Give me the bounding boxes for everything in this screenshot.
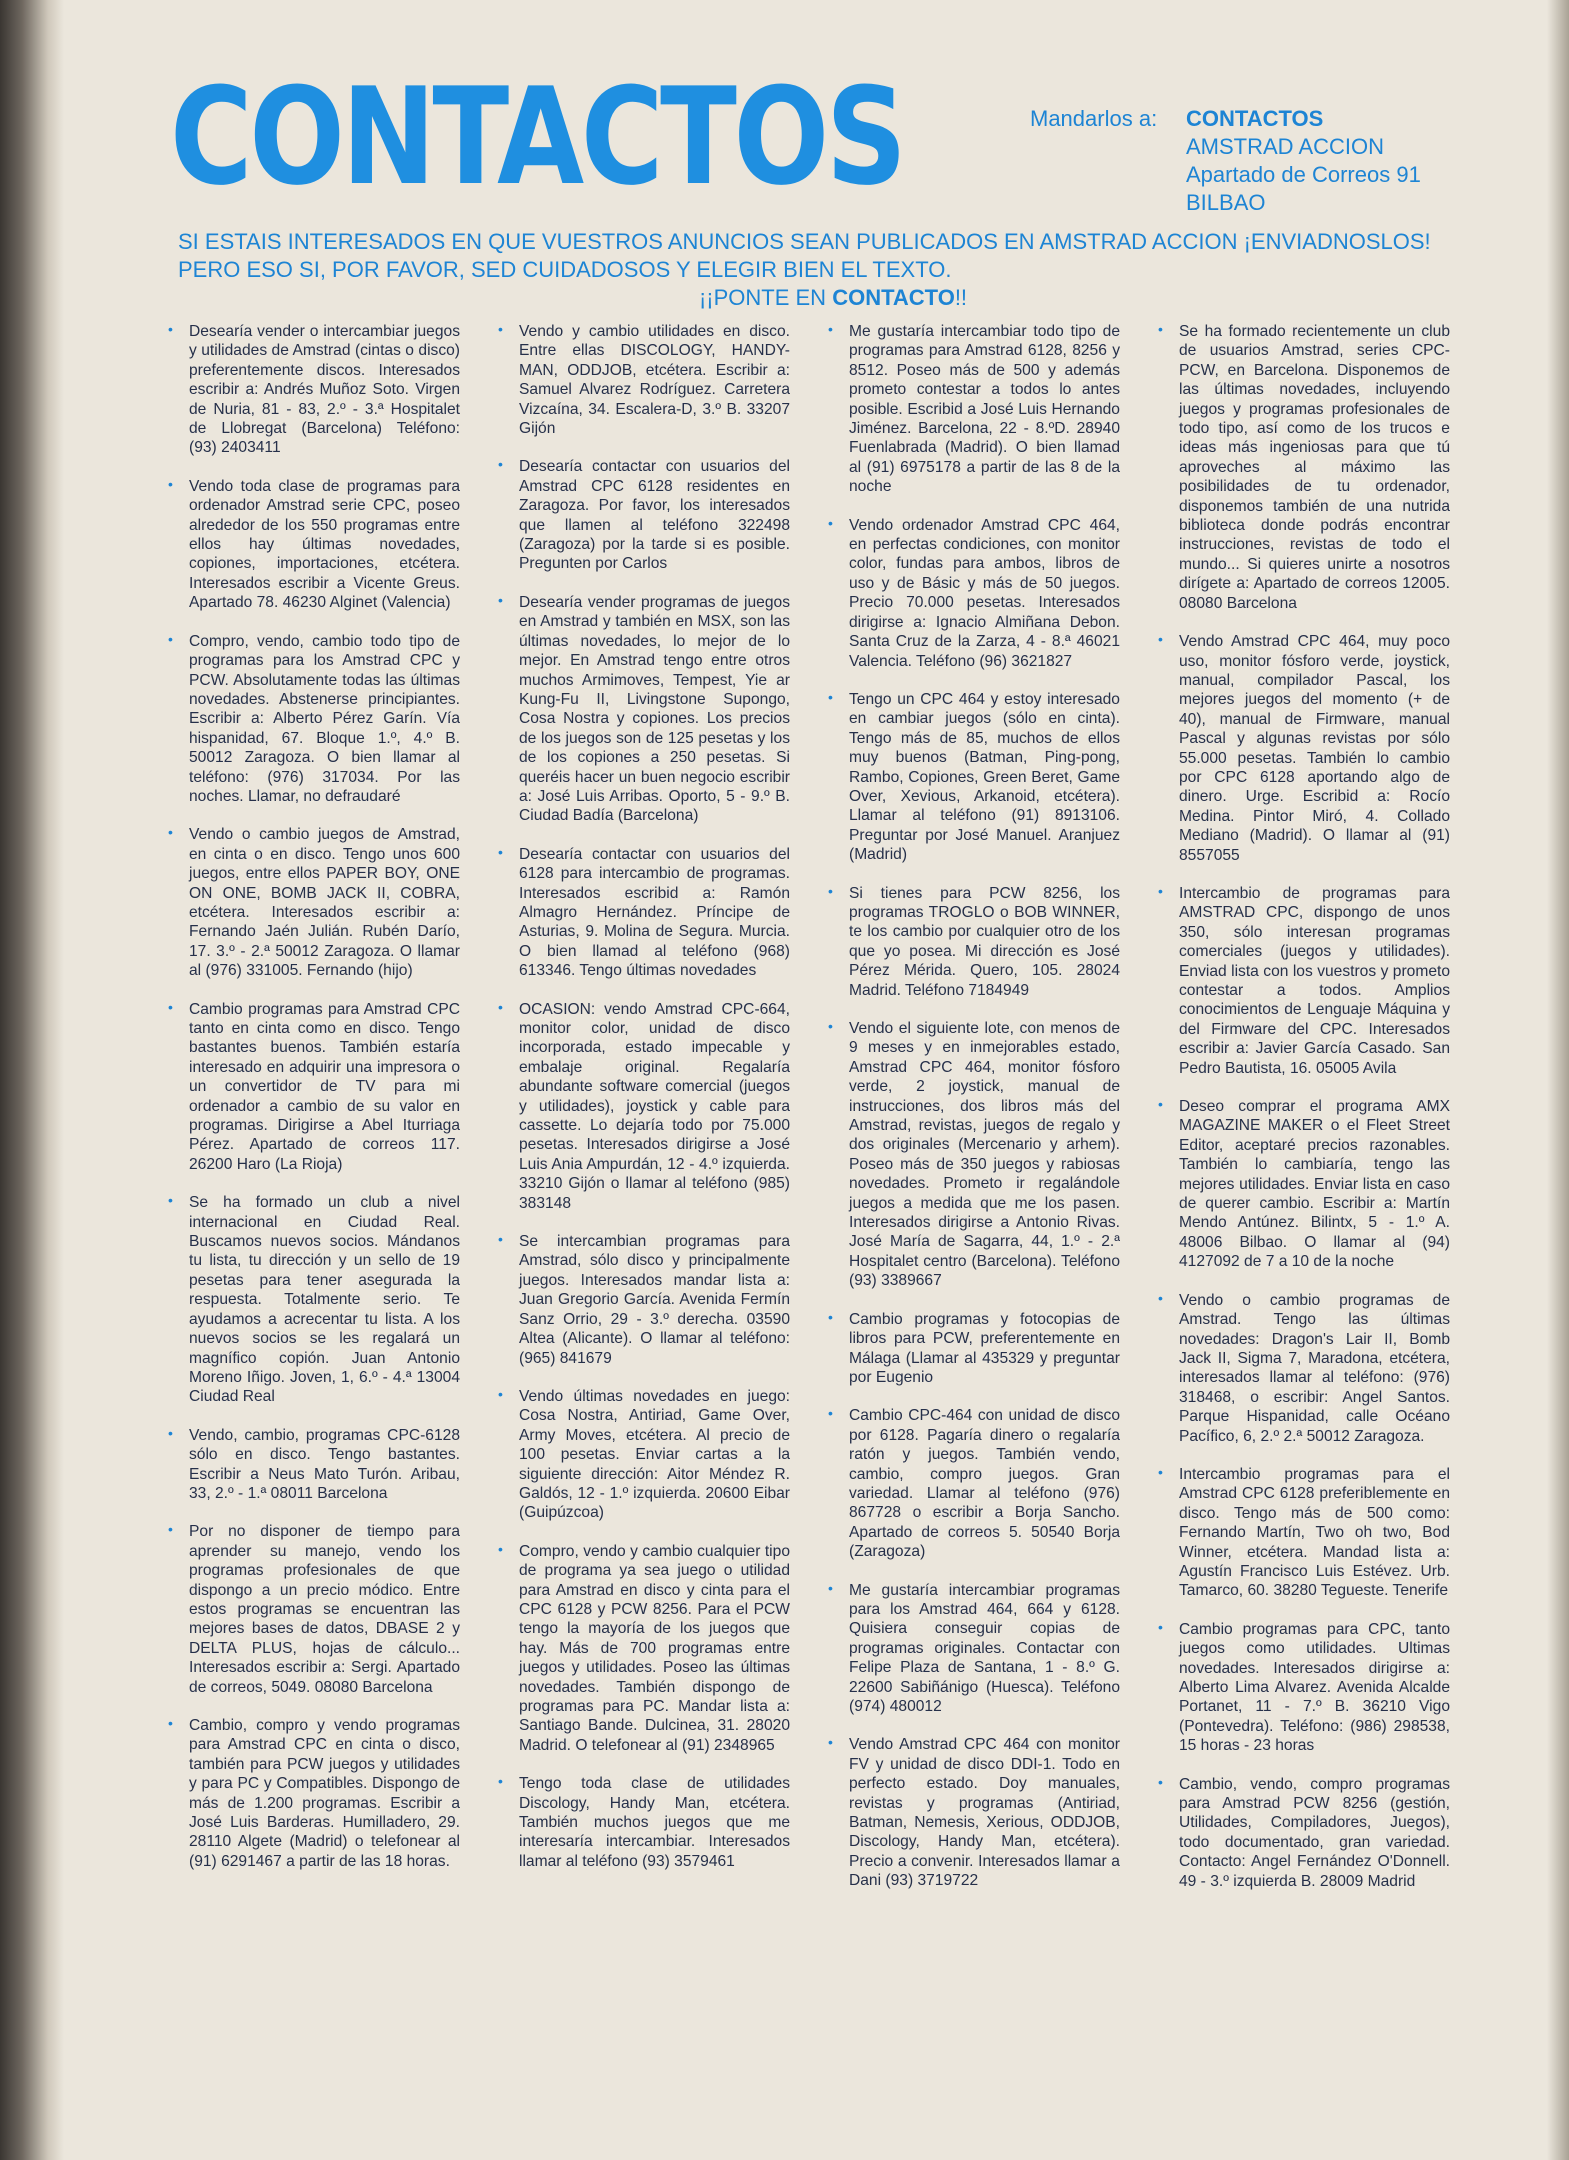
ad-text: Deseo comprar el programa AMX MAGAZINE MAKER o el Fleet Street Editor, aceptaré precios razonables. También lo cambiaría, tengo las mejores utilidades. Enviar lista en caso de querer cambio. Escribir a: Martín Mendo Antúnez. Bilintx, 5 - 1.º A. 48006 Bilbao. O llamar al (94) 4127092 de 7 a 10 de la noche [1179,1098,1450,1271]
bullet-icon: • [498,1540,503,1557]
address-line: AMSTRAD ACCION [1186,134,1385,159]
bullet-icon: • [498,456,503,473]
column-3 [820,322,1120,2140]
ad-text: Vendo ordenador Amstrad CPC 464, en perfectas condiciones, con monitor color, fundas para ambos, libros de uso y de Básic y más de 50 juegos. Precio 70.000 pesetas. Interesados dirigirse a: Ignacio Almiñana Debon. Santa Cruz de la Zarza, 4 - 8.ª 46021 Valencia. Teléfono (96) 3621827 [849,516,1120,670]
bullet-icon: • [828,514,833,531]
bullet-icon: • [168,1192,173,1209]
classified-ad [160,1193,460,1406]
ad-text: Me gustaría intercambiar todo tipo de programas para Amstrad 6128, 8256 y 8512. Poseo más de 500 y además prometo contestar a todos lo antes posible. Escribid a José Luis Hernando Jiménez. Barcelona, 22 - 8.ºD. 28940 Fuenlabrada (Madrid). O bien llamad al (91) 6975178 a partir de las 8 de la noche [849,323,1120,496]
ad-text: Intercambio de programas para AMSTRAD CPC, dispongo de unos 350, sólo interesan programas comerciales (juegos y utilidades). Enviad lista con los vuestros y prometo contestar a todos. Amplios conocimientos de Lenguaje Máquina y del Firmware del CPC. Interesados escribir a: Javier García Casado. San Pedro Bautista, 16. 05005 Avila [1179,884,1450,1077]
classified-ad [1150,1620,1450,1756]
classified-ad [160,322,460,458]
ad-text: Cambio programas para Amstrad CPC tanto en cinta como en disco. Tengo bastantes buenos. También estaría interesado en adquirir una impresora o un convertidor de TV para mi ordenador a cambio de su valor en programas. Dirigirse a Abel Iturriaga Pérez. Apartado de correos 117. 26200 Haro (La Rioja) [189,1000,460,1173]
intro-call-keyword: CONTACTO [832,285,955,310]
ad-text: Desearía contactar con usuarios del Amstrad CPC 6128 residentes en Zaragoza. Por favor, los interesados que llamen al teléfono 322498 (Zaragoza) por la tarde si es posible. Pregunten por Carlos [519,458,790,573]
bullet-icon: • [498,1385,503,1402]
bullet-icon: • [828,688,833,705]
ad-text: Vendo Amstrad CPC 464 con monitor FV y unidad de disco DDI-1. Todo en perfecto estado. Doy manuales, revistas y programas (Antiriad, Batman, Nemesis, Xerious, ODDJOB, Discology, Handy Man, etcétera). Precio a convenir. Interesados llamar a Dani (93) 3719722 [849,1736,1120,1890]
bullet-icon: • [498,1231,503,1248]
ad-text: Vendo y cambio utilidades en disco. Entre ellas DISCOLOGY, HANDY-MAN, ODDJOB, etcétera. Escribir a: Samuel Alvarez Rodríguez. Carretera Vizcaína, 34. Escalera-D, 3.º B. 33207 Gijón [519,323,790,438]
address-line: CONTACTOS [1186,106,1324,131]
bullet-icon: • [168,1715,173,1731]
intro-line-3 [178,284,1488,312]
classified-ad [1150,1097,1450,1272]
classified-ad [820,1581,1120,1717]
ad-text: Vendo o cambio programas de Amstrad. Tengo las últimas novedades: Dragon's Lair II, Bomb Jack II, Sigma 7, Maradona, etcétera, interesados llamar al teléfono: (976) 318468, o escribir: Angel Santos. Parque Hispanidad, calle Océano Pacífico, 6, 2.º 2.ª 50012 Zaragoza. [1179,1291,1450,1445]
ad-text: Vendo el siguiente lote, con menos de 9 meses y en inmejorables estado, Amstrad CPC 464, monitor fósforo verde, 2 joystick, manual de instrucciones, dos libros más del Amstrad, revistas, juegos de regalo y dos originales (Mercenario y arhem). Poseo más de 350 juegos y rabiosas novedades. Prometo ir regalándole juegos a medida que me los pasen. Interesados dirigirse a Antonio Rivas. José María de Sagarra, 44, 1.º - 2.ª Hospitalet centro (Barcelona). Teléfono (93) 3389667 [849,1020,1120,1290]
ad-text: Se ha formado recientemente un club de usuarios Amstrad, series CPC-PCW, en Barcelona. Disponemos de las últimas novedades, incluyendo juegos y programas profesionales de todo tipo, así como de los trucos e ideas más ingeniosas para que tú aproveches al máximo las posibilidades de tu ordenador, disponemos también de una nutrida biblioteca donde podrás encontrar instrucciones, revistas de todo el mundo... Si quieres unirte a nosotros dirígete a: Apartado de correos 12005. 08080 Barcelona [1179,323,1450,612]
bullet-icon: • [168,475,173,492]
bullet-icon: • [828,1734,833,1751]
ad-text: Cambio CPC-464 con unidad de disco por 6128. Pagaría dinero o regalaría ratón y juegos. También vendo, cambio, compro juegos. Gran variedad. Llamar al teléfono (976) 867728 o escribir a Borja Sancho. Apartado de correos 5. 50540 Borja (Zaragoza) [849,1407,1120,1561]
binding-shadow [0,0,64,2160]
classified-ad [490,1232,790,1368]
classified-ad [1150,1775,1450,1891]
ad-text: Desearía vender programas de juegos en Amstrad y también en MSX, son las últimas novedades, lo mejor de lo mejor. En Amstrad tengo entre otros muchos Armimoves, Tempest, Yie ar Kung-Fu II, Livingstone Supongo, Cosa Nostra y copiones. Los precios de los juegos son de 125 pesetas y los de los copiones a 250 pesetas. Si queréis hacer un buen negocio escribir a: José Luis Arribas. Oporto, 5 - 9.º B. Ciudad Badía (Barcelona) [519,593,790,825]
ad-text: Vendo toda clase de programas para ordenador Amstrad serie CPC, poseo alrededor de los 550 programas entre ellos hay últimas novedades, copiones, importaciones, etcétera. Interesados escribir a Vicente Greus. Apartado 78. 46230 Alginet (Valencia) [189,477,460,612]
ad-text: Cambio, compro y vendo programas para Amstrad CPC en cinta o disco, también para PCW juegos y utilidades y para PC y Compatibles. Dispongo de más de 1.200 programas. Escribir a José Luis Barderas. Humilladero, 29. 28110 Algete (Madrid) o telefonear al (91) 6291467 a partir de las 18 horas. [189,1717,460,1870]
column-1 [160,322,460,2140]
classified-ad [820,1406,1120,1561]
classified-ad [820,1310,1120,1388]
ad-text: Desearía vender o intercambiar juegos y utilidades de Amstrad (cintas o disco) preferentemente discos. Interesados escribir a: Andrés Muñoz Soto. Virgen de Nuria, 81 - 83, 2.º - 3.ª Hospitalet de Llobregat (Barcelona) Teléfono: (93) 2403411 [189,323,460,457]
ad-text: Compro, vendo, cambio todo tipo de programas para los Amstrad CPC y PCW. Absolutamente todas las últimas novedades. Abstenerse principiantes. Escribir a: Alberto Pérez Garín. Vía hispanidad, 67. Bloque 1.º, 4.º B. 50012 Zaragoza. O bien llamar al teléfono: (976) 317034. Por las noches. Llamar, no defraudaré [189,632,460,805]
column-2 [490,322,790,2140]
ad-text: Se intercambian programas para Amstrad, sólo disco y principalmente juegos. Interesados mandar lista a: Juan Gregorio García. Avenida Fermín Sanz Orrio, 29 - 3.º derecha. 03590 Altea (Alicante). O llamar al teléfono: (965) 841679 [519,1233,790,1367]
bullet-icon: • [168,1424,173,1441]
bullet-icon: • [1158,882,1163,899]
bullet-icon: • [828,1018,833,1034]
ad-text: Vendo, cambio, programas CPC-6128 sólo en disco. Tengo bastantes. Escribir a Neus Mato Turón. Aribau, 33, 2.º - 1.ª 08011 Barcelona [189,1426,460,1502]
ad-text: Por no disponer de tiempo para aprender su manejo, vendo los programas profesionales de que dispongo a un precio módico. Entre estos programas se encuentran las mejores bases de datos, DBASE 2 y DELTA PLUS, hojas de cálculo... Interesados escribir a: Sergi. Apartado de correos, 5049. 08080 Barcelona [189,1523,460,1696]
ad-text: Tengo toda clase de utilidades Discology, Handy Man, etcétera. También muchos juegos que me interesaría intercambiar. Interesados llamar al teléfono (93) 3579461 [519,1775,790,1870]
ad-text: Cambio programas y fotocopias de libros para PCW, preferentemente en Málaga (Llamar al 435329 y preguntar por Eugenio [849,1310,1120,1386]
bullet-icon: • [168,630,173,647]
intro-line-1: SI ESTAIS INTERESADOS EN QUE VUESTROS ANUNCIOS SEAN PUBLICADOS EN AMSTRAD ACCION ¡ENVIADNOSLOS! [178,229,1431,254]
classified-ad [490,1774,790,1871]
classified-ad [820,322,1120,497]
ad-text: Tengo un CPC 464 y estoy interesado en cambiar juegos (sólo en cinta). Tengo más de 85, muchos de ellos muy buenos (Batman, Ping-pong, Rambo, Copiones, Green Beret, Game Over, Xevious, Arkanoid, etcétera). Llamar al teléfono (91) 8913106. Preguntar por José Manuel. Aranjuez (Madrid) [849,690,1120,864]
bullet-icon: • [168,1521,173,1538]
intro-text [178,228,1488,312]
classified-ad [160,477,460,613]
classified-ad [490,457,790,573]
ad-text: OCASION: vendo Amstrad CPC-664, monitor color, unidad de disco incorporada, estado impecable y embalaje original. Regalaría abundante software comercial (juegos y utilidades), joystick y cable para cassette. Lo dejaría todo por 75.000 pesetas. Interesados dirigirse a José Luis Ania Ampurdán, 12 - 4.º izquierda. 33210 Gijón o llamar al teléfono (985) 383148 [519,1000,790,1212]
bullet-icon: • [828,1308,833,1325]
ad-text: Desearía contactar con usuarios del 6128 para intercambio de programas. Interesados escribid a: Ramón Almagro Hernández. Príncipe de Asturias, 9. Molina de Segura. Murcia. O bien llamad al teléfono (968) 613346. Tengo últimas novedades [519,845,790,980]
ad-text: Vendo Amstrad CPC 464, muy poco uso, monitor fósforo verde, joystick, manual, compilador Pascal, los mejores juegos del momento (+ de 40), manual de Firmware, manual Pascal y algunas revistas por sólo 55.000 pesetas. También lo cambio por CPC 6128 aportando algo de dinero. Urge. Escribid a: Rocío Medina. Pintor Miró, 4. Collado Mediano (Madrid). O llamar al (91) 8557055 [1179,633,1450,864]
ad-text: Se ha formado un club a nivel internacional en Ciudad Real. Buscamos nuevos socios. Mándanos tu lista, tu dirección y un sello de 19 pesetas para tener asegurada la respuesta. Totalmente serio. Te ayudamos a acrecentar tu lista. A los nuevos socios se les regalará un magnífico copión. Juan Antonio Moreno Iñigo. Joven, 1, 6.º - 4.ª 13004 Ciudad Real [189,1194,460,1406]
classified-ad [820,1019,1120,1291]
bullet-icon: • [1158,631,1163,648]
bullet-icon: • [498,843,503,860]
classified-columns [160,322,1480,2140]
classified-ad [160,825,460,980]
ad-text: Vendo o cambio juegos de Amstrad, en cinta o en disco. Tengo unos 600 juegos, entre ellos PAPER BOY, ONE ON ONE, BOMB JACK II, COBRA, etcétera. Interesados escribir a: Fernando Jaén Julián. Rubén Darío, 17. 3.º - 2.ª 50012 Zaragoza. O llamar al (976) 331005. Fernando (hijo) [189,826,460,980]
address-line: Apartado de Correos 91 [1186,162,1421,187]
bullet-icon: • [168,322,173,337]
address-line: BILBAO [1186,190,1266,215]
bullet-icon: • [1158,1773,1163,1790]
classified-ad [1150,1465,1450,1601]
page-title: CONTACTOS [170,59,904,215]
bullet-icon: • [168,824,173,841]
bullet-icon: • [498,322,503,337]
bullet-icon: • [1158,1096,1163,1113]
classified-ad [490,1542,790,1755]
ad-text: Cambio, vendo, compro programas para Amstrad PCW 8256 (gestión, Utilidades, Compiladores, Juegos), todo documentado, gran variedad. Contacto: Angel Fernández O'Donnell. 49 - 3.º izquierda B. 28009 Madrid [1179,1775,1450,1890]
ad-text: Compro, vendo y cambio cualquier tipo de programa ya sea juego o utilidad para Amstrad en disco y cinta para el CPC 6128 y PCW 8256. Para el PCW tengo la mayoría de los juegos que hay. Más de 700 programas entre juegos y utilidades. Poseo las últimas novedades. También dispongo de programas para PC. Mandar lista a: Santiago Bande. Dulcinea, 31. 28020 Madrid. O telefonear al (91) 2348965 [519,1542,790,1754]
classified-ad [490,322,790,438]
ad-text: Me gustaría intercambiar programas para los Amstrad 464, 664 y 6128. Quisiera conseguir copias de programas originales. Contactar con Felipe Plaza de Santana, 1 - 8.º G. 22600 Sabiñánigo (Huesca). Teléfono (974) 480012 [849,1581,1120,1715]
intro-call-suffix: !! [954,285,968,310]
intro-call-prefix: ¡¡PONTE EN [698,285,833,310]
ad-text: Intercambio programas para el Amstrad CPC 6128 preferiblemente en disco. Tengo más de 500 como: Fernando Martín, Two oh two, Bod Winner, etcétera. Mandad lista a: Agustín Francisco Luis Estévez. Urb. Tamarco, 60. 38280 Tegueste. Tenerife [1179,1465,1450,1600]
classified-ad [490,1000,790,1213]
classified-ad [1150,884,1450,1078]
send-to-label: Mandarlos a: [1030,106,1158,131]
classified-ad [490,593,790,826]
bullet-icon: • [828,322,833,337]
bullet-icon: • [498,998,503,1015]
ad-text: Cambio programas para CPC, tanto juegos como utilidades. Ultimas novedades. Interesados dirigirse a: Alberto Lima Alvarez. Avenida Alcalde Portanet, 11 - 7.º B. 36210 Vigo (Pontevedra). Teléfono: (986) 298538, 15 horas - 23 horas [1179,1620,1450,1755]
classified-ad [490,1387,790,1523]
classified-ad [820,884,1120,1000]
classified-ad [1150,322,1450,613]
bullet-icon: • [828,1579,833,1596]
bullet-icon: • [828,882,833,899]
classified-ad [820,1735,1120,1890]
classified-ad [160,1716,460,1871]
classified-ad [1150,632,1450,865]
classified-ad [160,1426,460,1504]
intro-line-2: PERO ESO SI, POR FAVOR, SED CUIDADOSOS Y ELEGIR BIEN EL TEXTO. [178,257,952,282]
classified-ad [820,690,1120,865]
classified-ad [490,845,790,981]
page-edge [1547,0,1569,2160]
column-4 [1150,322,1450,2140]
bullet-icon: • [498,591,503,608]
send-to-address [1186,105,1421,217]
bullet-icon: • [1158,1289,1163,1306]
classified-ad [160,632,460,807]
classified-ad [1150,1291,1450,1446]
bullet-icon: • [498,1773,503,1790]
classified-ad [160,1000,460,1175]
ad-text: Vendo últimas novedades en juego: Cosa Nostra, Antiriad, Game Over, Army Moves, etcétera. Al precio de 100 pesetas. Enviar cartas a la siguiente dirección: Aitor Méndez R. Galdós, 12 - 1.º izquierda. 20600 Eibar (Guipúzcoa) [519,1387,790,1522]
ad-text: Si tienes para PCW 8256, los programas TROGLO o BOB WINNER, te los cambio por cualquier otro de los que yo posea. Mi dirección es José Pérez Mérida. Quero, 105. 28024 Madrid. Teléfono 7184949 [849,884,1120,999]
classified-ad [160,1522,460,1697]
bullet-icon: • [1158,322,1163,337]
bullet-icon: • [1158,1618,1163,1635]
classified-ad [820,516,1120,671]
bullet-icon: • [168,998,173,1015]
bullet-icon: • [828,1405,833,1422]
bullet-icon: • [1158,1463,1163,1480]
